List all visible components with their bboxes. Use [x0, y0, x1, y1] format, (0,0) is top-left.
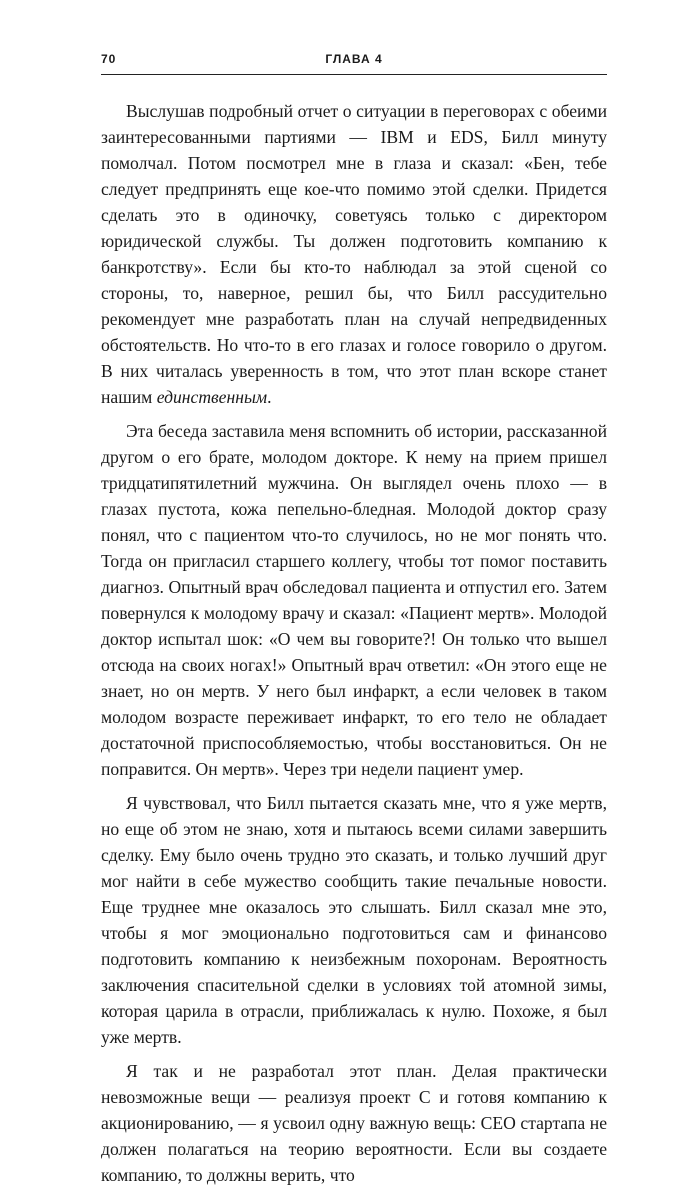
body-text [101, 98, 607, 1188]
paragraph-tail: . [267, 387, 272, 407]
running-header [101, 52, 607, 75]
paragraph [101, 1058, 607, 1188]
paragraph-text: Выслушав подробный отчет о ситуации в переговорах с обеими заинтересованными партиями — IBM и EDS, Билл минуту помолчал. Потом посмотрел мне в глаза и сказал: «Бен, тебе следует предпринять еще кое-что помимо этой сделки. Придется сделать это в одиночку, советуясь только с директором юридической службы. Ты должен подготовить компанию к банкротству». Если бы кто-то наблюдал за этой сценой со стороны, то, наверное, решил бы, что Билл рассудительно рекомендует мне разработать план на случай непредвиденных обстоятельств. Но что-то в его глазах и голосе говорило о другом. В них читалась уверенность в том, что этот план вскоре станет нашим [101, 101, 607, 407]
page-number: 70 [101, 52, 117, 66]
chapter-title: ГЛАВА 4 [325, 52, 383, 66]
paragraph-text: Я чувствовал, что Билл пытается сказать мне, что я уже мертв, но еще об этом не знаю, хотя и пытаюсь всеми силами завершить сделку. Ему было очень трудно это сказать, и только лучший друг мог найти в себе мужество сообщить такие печальные новости. Еще труднее мне оказалось это слышать. Билл сказал мне это, чтобы я мог эмоционально подготовиться сам и финансово подготовить компанию к неизбежным похоронам. Вероятность заключения спасительной сделки в условиях той атомной зимы, которая царила в отрасли, приближалась к нулю. Похоже, я был уже мертв. [101, 793, 607, 1047]
paragraph [101, 418, 607, 782]
paragraph [101, 98, 607, 410]
emphasis-text: единственным [156, 387, 268, 407]
paragraph-text: Эта беседа заставила меня вспомнить об истории, рассказанной другом о его брате, молодом докторе. К нему на прием пришел тридцатипятилетний мужчина. Он выглядел очень плохо — в глазах пустота, кожа пепельно-бледная. Молодой доктор сразу понял, что с пациентом что-то случилось, но не мог понять что. Тогда он пригласил старшего коллегу, чтобы тот помог поставить диагноз. Опытный врач обследовал пациента и отпустил его. Затем повернулся к молодому врачу и сказал: «Пациент мертв». Молодой доктор испытал шок: «О чем вы говорите?! Он только что вышел отсюда на своих ногах!» Опытный врач ответил: «Он этого еще не знает, но он мертв. У него был инфаркт, а если человек в таком молодом возрасте переживает инфаркт, то его тело не обладает достаточной приспособляемостью, чтобы восстановиться. Он не поправится. Он мертв». Через три недели пациент умер. [101, 421, 607, 779]
paragraph-text: Я так и не разработал этот план. Делая практически невозможные вещи — реализуя проект C и готовя компанию к акционированию, — я усвоил одну важную вещь: CEO стартапа не должен полагаться на теорию вероятности. Если вы создаете компанию, то должны верить, что [101, 1061, 607, 1185]
paragraph [101, 790, 607, 1050]
